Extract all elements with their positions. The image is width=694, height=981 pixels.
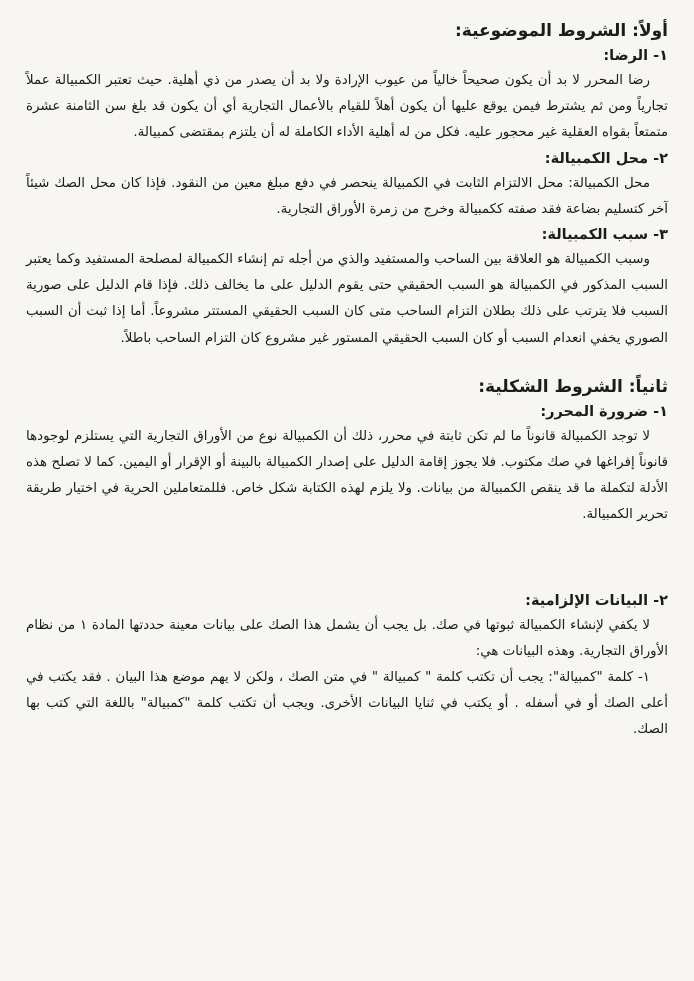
formal-conditions-title: ثانياً: الشروط الشكلية: xyxy=(478,376,668,397)
mandatory-data-intro: لا يكفي لإنشاء الكمبيالة ثبوتها في صك. بل يجب أن يشمل هذا الصك على بيانات معينة حددتها المادة ١ من نظام الأوراق التجارية. وهذه البيانات هي: xyxy=(26,617,668,659)
objective-conditions-title: أولاً: الشروط الموضوعية: xyxy=(454,21,668,41)
subject-paragraph: محل الكمبيالة: محل الالتزام الثابت في الكمبيالة ينحصر في دفع مبلغ معين من النقود. فإذا كان محل الصك شيئاً آخر كتسليم بضاعة فقد صفته ككمبيالة وخرج من زمرة الأوراق التجارية. xyxy=(26,175,668,217)
subject-heading: ٢- محل الكمبيالة: xyxy=(544,150,668,167)
mandatory-data-heading: ٢- البيانات الإلزامية: xyxy=(525,592,668,609)
mandatory-data-item-1: ١- كلمة "كمبيالة": يجب أن تكتب كلمة " كمبيالة " في متن الصك ، ولكن لا يهم موضع هذا البيان . فقد يكتب في أعلى الصك أو في أسفله . أو يكتب في ثنايا البيانات الأخرى. ويجب أن تكتب كلمة "كمبيالة" باللغة التي كتب بها الصك. xyxy=(26,670,668,738)
consent-paragraph: رضا المحرر لا بد أن يكون صحيحاً خالياً من عيوب الإرادة ولا بد أن يصدر من ذي أهلية. حيث تعتبر الكمبيالة عملاً تجارياً ومن ثم يشترط فيمن يوقع عليها أن يكون أهلاً للقيام بالأعمال التجارية أي أن يكون قد بلغ سن الثامنة عشرة متمتعاً بقواه العقلية غير محجور عليه. فكل من له أهلية الأداء الكاملة له أن يلتزم بمقتضى كمبيالة. xyxy=(26,73,668,141)
written-instrument-paragraph: لا توجد الكمبيالة قانوناً ما لم تكن ثابتة في محرر، ذلك أن الكمبيالة نوع من الأوراق التجارية التي يستلزم لوجودها قانوناً إفراغها في صك مكتوب. فلا يجوز إقامة الدليل على إصدار الكمبيالة بالبينة أو الإقرار أو اليمين. كما لا تصلح هذه الأدلة لتكملة ما قد ينقص الكمبيالة من بيانات. ولا يلزم لهذه الكتابة شكل خاص. فللمتعاملين الحرية في اختيار طريقة تحرير الكمبيالة. xyxy=(26,428,668,523)
consent-heading: ١- الرضا: xyxy=(603,48,668,64)
cause-heading: ٣- سبب الكمبيالة: xyxy=(541,227,668,244)
written-instrument-heading: ١- ضرورة المحرر: xyxy=(540,403,668,420)
cause-paragraph: وسبب الكمبيالة هو العلاقة بين الساحب والمستفيد والذي من أجله تم إنشاء الكمبيالة لمصلحة المستفيد وكما يعتبر السبب المذكور في الكمبيالة هو السبب الحقيقي حتى يقوم الدليل على ما يخالف ذلك. فإذا قام الدليل على صورية السبب فلا يترتب على ذلك بطلان التزام الساحب متى كان السبب الحقيقي المستتر مشروعاً. أما إذا ثبت أن السبب الصوري يخفي انعدام السبب أو كان السبب الحقيقي المستور غير مشروع كان التزام الساحب باطلاً. xyxy=(26,252,668,346)
